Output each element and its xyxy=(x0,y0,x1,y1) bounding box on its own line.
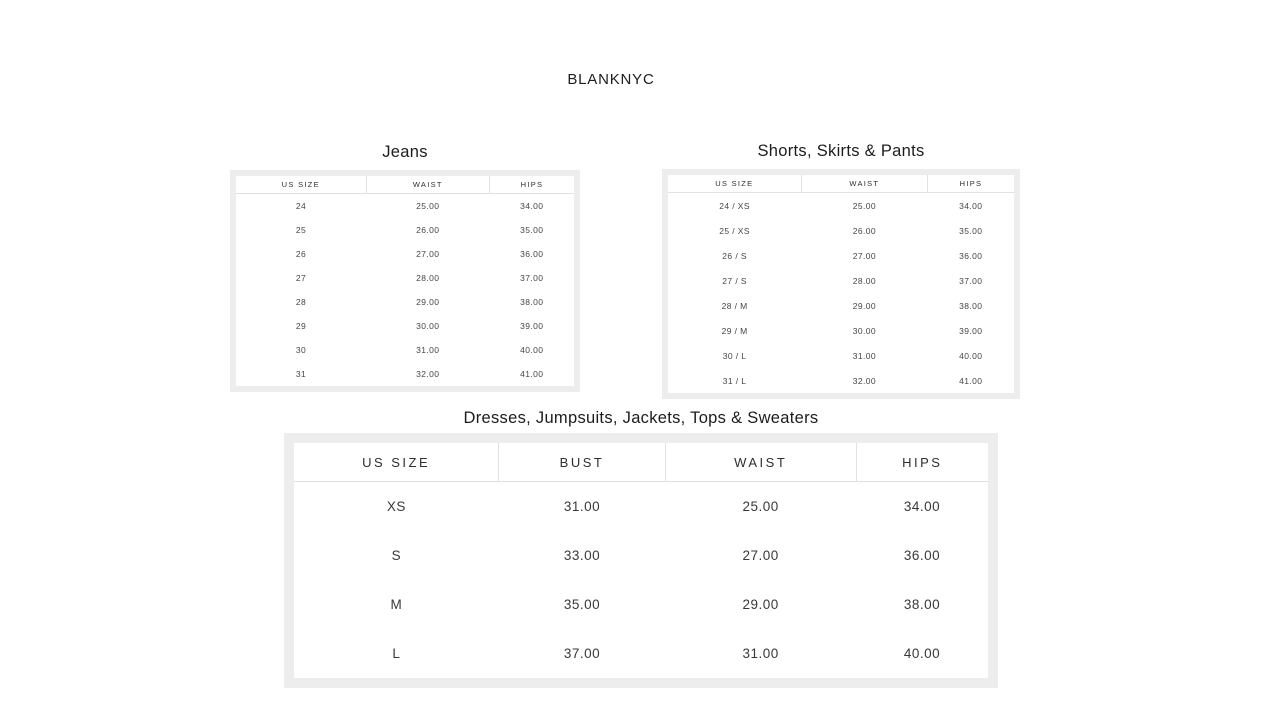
table-cell: 35.00 xyxy=(959,225,983,236)
table-cell: 30 / L xyxy=(722,350,747,361)
table-cell: 38.00 xyxy=(959,300,983,311)
table-row xyxy=(668,343,1014,368)
table-cell: 26.00 xyxy=(416,225,440,235)
table-row xyxy=(668,318,1014,343)
table-cell: 40.00 xyxy=(520,345,544,355)
table-cell: 25 xyxy=(295,225,307,235)
jeans-table-frame xyxy=(230,170,580,392)
table-header-row xyxy=(236,176,574,194)
table-cell: 29 xyxy=(295,321,307,331)
column-header-waist: WAIST xyxy=(366,176,489,194)
table-row xyxy=(236,242,574,266)
table-cell: 38.00 xyxy=(520,297,544,307)
column-header-us-size: US SIZE xyxy=(668,175,801,193)
table-cell: 27 xyxy=(295,273,307,283)
table-cell: 34.00 xyxy=(959,200,983,211)
table-row xyxy=(236,194,574,219)
table-row xyxy=(294,629,988,678)
table-cell: 31.00 xyxy=(416,345,440,355)
section-jeans xyxy=(230,143,580,392)
table-row xyxy=(668,368,1014,393)
table-row xyxy=(294,531,988,580)
table-row xyxy=(294,580,988,629)
dresses-table-frame xyxy=(284,433,998,688)
table-header-row xyxy=(294,443,988,482)
table-cell: 31 xyxy=(295,369,307,379)
table-cell: 26 / S xyxy=(722,250,747,261)
column-header-hips: HIPS xyxy=(927,175,1014,193)
table-row xyxy=(668,243,1014,268)
table-cell: XS xyxy=(386,499,406,514)
table-cell: 29.00 xyxy=(742,597,779,612)
table-cell: 41.00 xyxy=(520,369,544,379)
table-cell: 32.00 xyxy=(416,369,440,379)
section-title-shorts-skirts-pants: Shorts, Skirts & Pants xyxy=(757,142,925,160)
section-title-jeans: Jeans xyxy=(382,143,428,161)
table-row xyxy=(294,482,988,532)
table-cell: S xyxy=(391,548,402,563)
table-cell: 27.00 xyxy=(742,548,779,563)
table-cell: 31.00 xyxy=(852,350,876,361)
table-cell: 29.00 xyxy=(416,297,440,307)
brand-name: BLANKNYC xyxy=(567,71,655,88)
table-row xyxy=(668,293,1014,318)
table-cell: 38.00 xyxy=(903,597,941,612)
table-cell: 25.00 xyxy=(852,200,876,211)
table-cell: 34.00 xyxy=(903,499,941,514)
table-cell: 29.00 xyxy=(852,300,876,311)
table-cell: 26.00 xyxy=(852,225,876,236)
table-header-row xyxy=(668,175,1014,193)
section-dresses-jumpsuits-jackets-tops-sweaters xyxy=(284,409,998,688)
table-cell: 24 / XS xyxy=(719,200,750,211)
section-shorts-skirts-pants xyxy=(662,142,1020,399)
column-header-hips: HIPS xyxy=(856,443,988,482)
table-cell: 25.00 xyxy=(742,499,779,514)
table-row xyxy=(236,218,574,242)
table-cell: M xyxy=(390,597,403,612)
table-row xyxy=(236,314,574,338)
table-cell: 39.00 xyxy=(520,321,544,331)
column-header-us-size: US SIZE xyxy=(236,176,366,194)
table-cell: 39.00 xyxy=(959,325,983,336)
table-cell: 28.00 xyxy=(416,273,440,283)
table-row xyxy=(668,268,1014,293)
dresses-size-table xyxy=(294,443,988,678)
table-cell: 31.00 xyxy=(563,499,601,514)
table-cell: 37.00 xyxy=(563,646,601,661)
column-header-hips: HIPS xyxy=(489,176,574,194)
table-cell: 28 / M xyxy=(721,300,748,311)
table-cell: 31.00 xyxy=(742,646,779,661)
table-cell: 35.00 xyxy=(520,225,544,235)
table-cell: 35.00 xyxy=(563,597,601,612)
table-cell: 25 / XS xyxy=(719,225,750,236)
table-cell: 40.00 xyxy=(959,350,983,361)
table-cell: 30 xyxy=(295,345,307,355)
table-cell: 32.00 xyxy=(852,375,876,386)
column-header-bust: BUST xyxy=(499,443,666,482)
table-cell: 29 / M xyxy=(721,325,748,336)
column-header-waist: WAIST xyxy=(665,443,856,482)
column-header-us-size: US SIZE xyxy=(294,443,499,482)
shorts-table-frame xyxy=(662,169,1020,399)
table-cell: 36.00 xyxy=(959,250,983,261)
table-cell: 36.00 xyxy=(520,249,544,259)
table-cell: 31 / L xyxy=(722,375,747,386)
section-title-dresses: Dresses, Jumpsuits, Jackets, Tops & Sweaters xyxy=(463,409,819,427)
table-cell: 28 xyxy=(295,297,307,307)
table-row xyxy=(668,193,1014,219)
table-cell: 26 xyxy=(295,249,307,259)
table-cell: 37.00 xyxy=(959,275,983,286)
table-cell: 28.00 xyxy=(852,275,876,286)
table-cell: 27 / S xyxy=(722,275,747,286)
table-row xyxy=(236,338,574,362)
table-cell: L xyxy=(392,646,401,661)
table-cell: 24 xyxy=(295,201,307,211)
table-cell: 36.00 xyxy=(903,548,941,563)
table-cell: 27.00 xyxy=(852,250,876,261)
table-cell: 34.00 xyxy=(520,201,544,211)
table-row xyxy=(668,218,1014,243)
table-row xyxy=(236,362,574,386)
table-cell: 30.00 xyxy=(852,325,876,336)
table-cell: 40.00 xyxy=(903,646,941,661)
table-cell: 27.00 xyxy=(416,249,440,259)
table-cell: 41.00 xyxy=(959,375,983,386)
table-cell: 33.00 xyxy=(563,548,601,563)
shorts-size-table xyxy=(668,175,1014,393)
table-cell: 30.00 xyxy=(416,321,440,331)
table-cell: 25.00 xyxy=(416,201,440,211)
jeans-size-table xyxy=(236,176,574,386)
table-row xyxy=(236,290,574,314)
table-cell: 37.00 xyxy=(520,273,544,283)
table-row xyxy=(236,266,574,290)
column-header-waist: WAIST xyxy=(801,175,927,193)
